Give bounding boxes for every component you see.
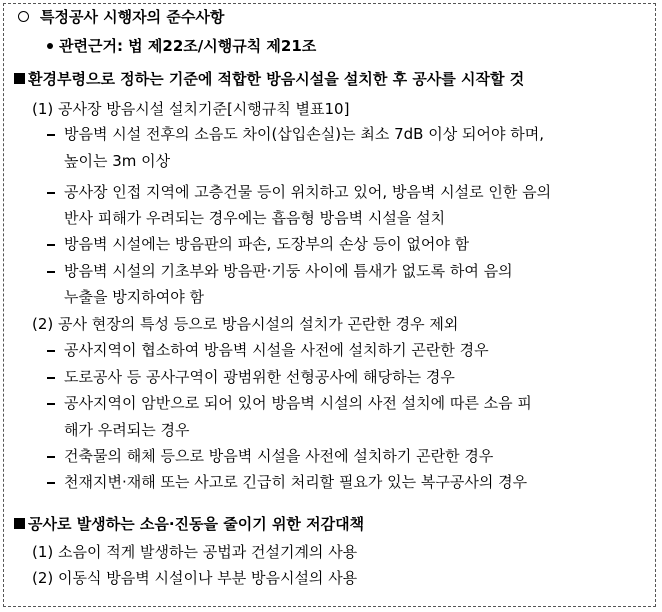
bullet-dot-icon (47, 43, 53, 49)
section1-heading: 환경부령으로 정하는 기준에 적합한 방음시설을 설치한 후 공사를 시작할 것 (28, 70, 525, 88)
dash-bullet-icon (47, 271, 55, 273)
dash-bullet-icon (47, 350, 55, 352)
section2-item: (2) 이동식 방음벽 시설이나 부분 방음시설의 사용 (32, 569, 358, 587)
dash-bullet-icon (47, 482, 55, 484)
dash-bullet-icon (47, 134, 55, 136)
list-item-continued: 해가 우려되는 경우 (64, 421, 190, 439)
dash-bullet-icon (47, 192, 55, 194)
list-item: 방음벽 시설 전후의 소음도 차이(삽입손실)는 최소 7dB 이상 되어야 하며, (64, 125, 544, 143)
section1-item1-label: (1) 공사장 방음시설 설치기준[시행규칙 별표10] (32, 100, 350, 118)
section2-item: (1) 소음이 적게 발생하는 공법과 건설기계의 사용 (32, 543, 358, 561)
section2-heading: 공사로 발생하는 소음·진동을 줄이기 위한 저감대책 (28, 515, 365, 533)
list-item: 공사장 인접 지역에 고층건물 등이 위치하고 있어, 방음벽 시설로 인한 음의 (64, 183, 552, 201)
list-item-continued: 반사 피해가 우려되는 경우에는 흡음형 방음벽 시설을 설치 (64, 209, 446, 227)
square-bullet-icon (14, 518, 25, 529)
hollow-circle-icon (18, 11, 29, 22)
list-item: 천재지변·재해 또는 사고로 긴급히 처리할 필요가 있는 복구공사의 경우 (64, 473, 528, 491)
square-bullet-icon (14, 73, 25, 84)
list-item-continued: 누출을 방지하여야 함 (64, 288, 204, 306)
list-item: 방음벽 시설에는 방음판의 파손, 도장부의 손상 등이 없어야 함 (64, 235, 470, 253)
list-item: 도로공사 등 공사구역이 광범위한 선형공사에 해당하는 경우 (64, 368, 455, 386)
list-item-continued: 높이는 3m 이상 (64, 152, 171, 170)
list-item: 건축물의 해체 등으로 방음벽 시설을 사전에 설치하기 곤란한 경우 (64, 447, 494, 465)
list-item: 방음벽 시설의 기초부와 방음판·기둥 사이에 틈새가 없도록 하여 음의 (64, 262, 513, 280)
header-title: 특정공사 시행자의 준수사항 (40, 8, 225, 26)
section1-item2-label: (2) 공사 현장의 특성 등으로 방음시설의 설치가 곤란한 경우 제외 (32, 315, 459, 333)
list-item: 공사지역이 협소하여 방음벽 시설을 사전에 설치하기 곤란한 경우 (64, 341, 489, 359)
dash-bullet-icon (47, 244, 55, 246)
dash-bullet-icon (47, 456, 55, 458)
legal-basis: 관련근거: 법 제22조/시행규칙 제21조 (59, 37, 317, 55)
list-item: 공사지역이 암반으로 되어 있어 방음벽 시설의 사전 설치에 따른 소음 피 (64, 394, 532, 412)
dash-bullet-icon (47, 403, 55, 405)
dash-bullet-icon (47, 377, 55, 379)
